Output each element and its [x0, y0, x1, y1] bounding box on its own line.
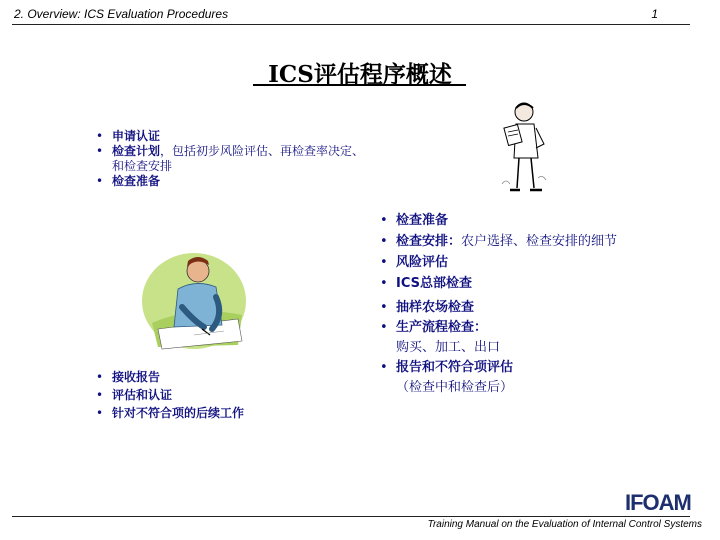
list-item: • 生产流程检查： 购买、加工、出口: [380, 318, 680, 358]
header-section-title: 2. Overview: ICS Evaluation Procedures: [14, 7, 229, 21]
inspector-clipboard-icon: [492, 98, 552, 198]
list-left-top: [96, 129, 366, 189]
list-item: • 接收报告: [96, 368, 244, 386]
list-left-bottom: [96, 368, 244, 422]
list-item: • 检查计划，包括初步风险评估、再检查率决定、和检查安排: [96, 144, 366, 174]
man-writing-icon: [138, 245, 248, 355]
list-item: • 评估和认证: [96, 386, 244, 404]
list-item: • 检查准备: [380, 210, 617, 231]
list-item: • 风险评估: [380, 252, 617, 273]
list-item: • 抽样农场检查: [380, 298, 680, 318]
list-item: • 报告和不符合项评估 （检查中和检查后）: [380, 358, 680, 398]
list-item: • 针对不符合项的后续工作: [96, 404, 244, 422]
list-item: • 检查安排：农户选择、检查安排的细节: [380, 231, 617, 252]
list-item: • 申请认证: [96, 129, 366, 144]
page-number: 1: [651, 7, 658, 21]
slide-title: ICS评估程序概述: [268, 61, 452, 88]
footer-text: Training Manual on the Evaluation of Internal Control Systems: [427, 519, 702, 530]
header-rule: [12, 24, 690, 25]
footer-rule: [12, 516, 690, 517]
ifoam-logo: IFOAM: [625, 490, 691, 515]
list-item: • ICS总部检查: [380, 273, 617, 294]
list-right-1: [380, 210, 617, 294]
title-underline: [253, 84, 466, 86]
list-right-2: [380, 298, 680, 398]
list-item: • 检查准备: [96, 174, 366, 189]
